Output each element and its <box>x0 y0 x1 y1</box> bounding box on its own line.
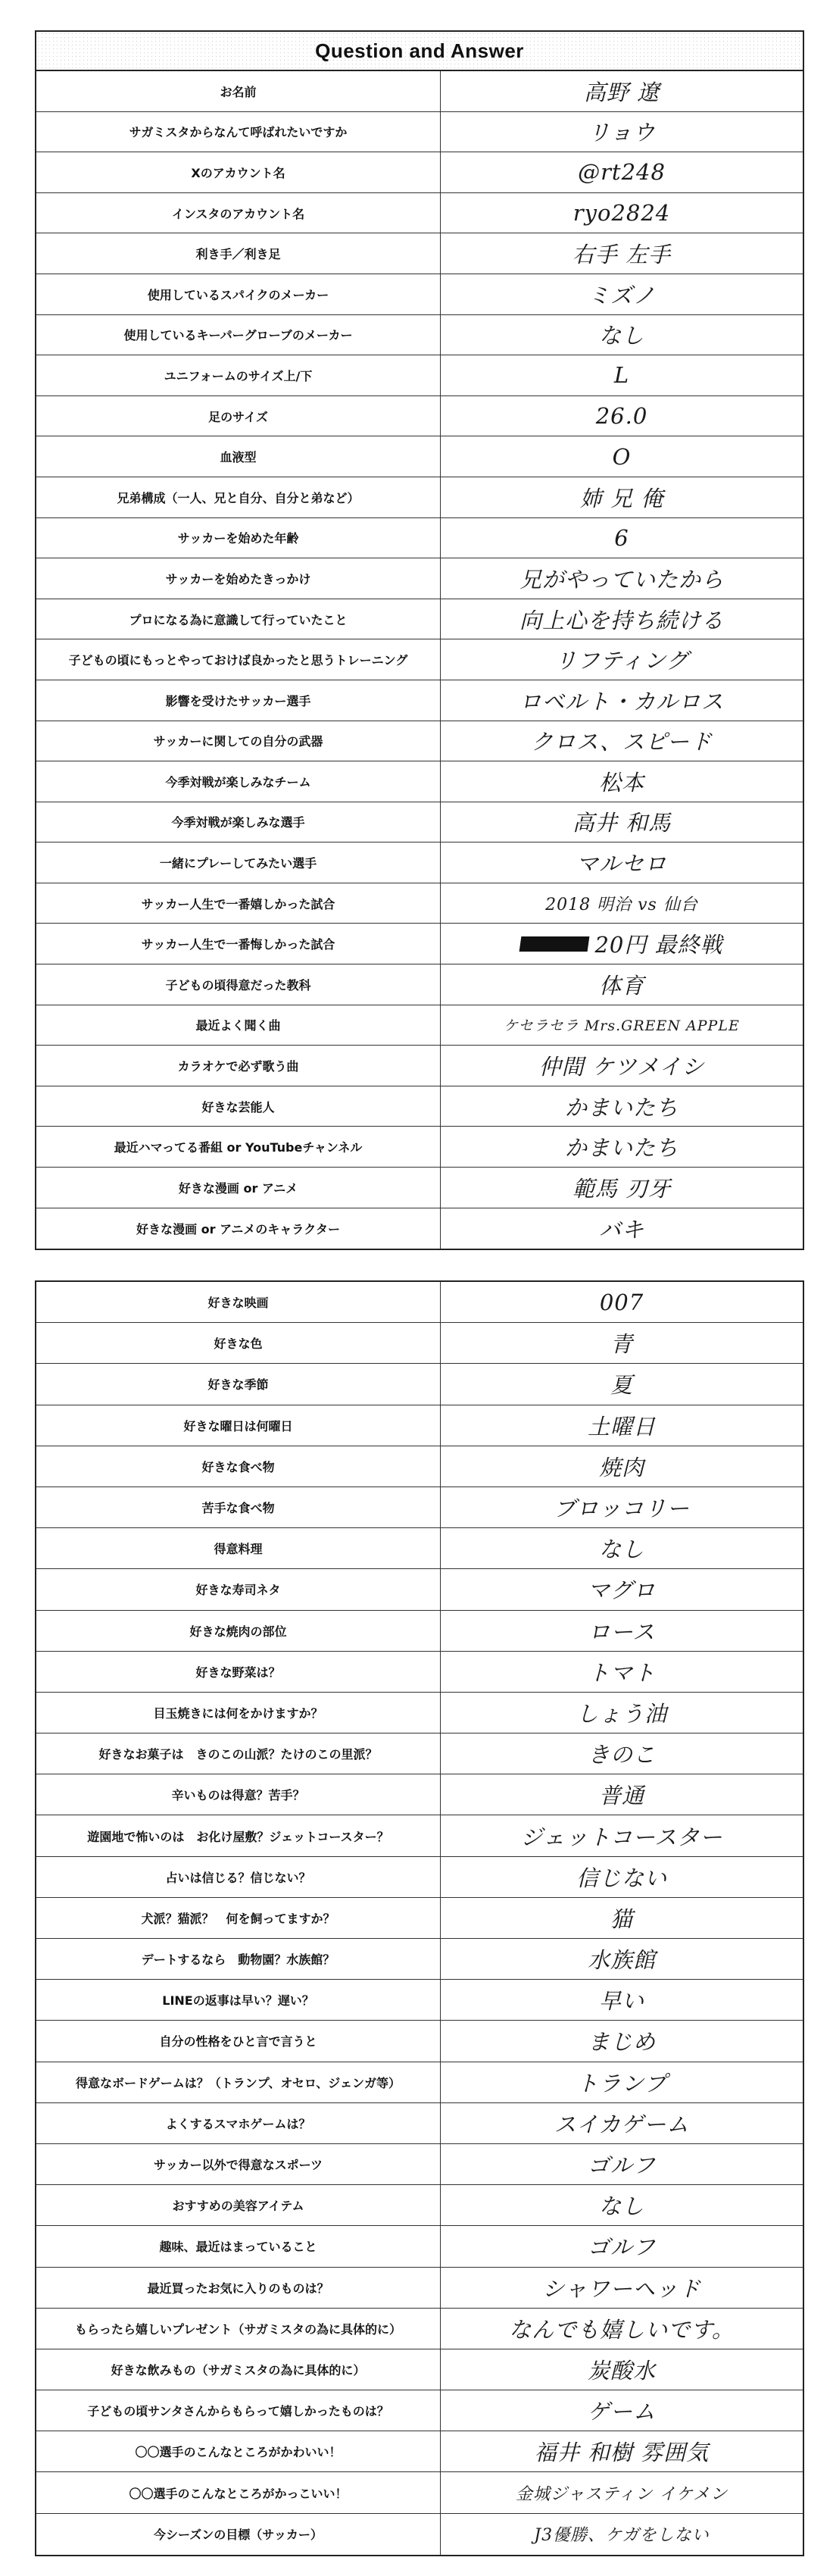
qa-row <box>36 639 803 680</box>
question-cell: 一緒にプレーしてみたい選手 <box>36 843 441 883</box>
qa-row <box>36 436 803 477</box>
qa-row <box>36 152 803 193</box>
question-cell: 好きな食べ物 <box>36 1446 441 1487</box>
answer-cell: しょう油 <box>576 1700 667 1727</box>
answer-cell: ゴルフ <box>587 2234 656 2261</box>
qa-row <box>36 883 803 924</box>
qa-row <box>36 1405 803 1446</box>
question-cell: 影響を受けたサッカー選手 <box>36 680 441 721</box>
question-cell: 子どもの頃サンタさんからもらって嬉しかったものは？ <box>36 2390 441 2431</box>
qa-row <box>36 1282 803 1323</box>
qa-row <box>36 2514 803 2555</box>
answer-cell: なし <box>598 1537 644 1563</box>
answer-cell: 範馬 刃牙 <box>572 1175 672 1202</box>
question-cell: サッカー以外で得意なスポーツ <box>36 2144 441 2184</box>
question-cell: 今シーズンの目標（サッカー） <box>36 2514 441 2555</box>
answer-cell: スイカゲーム <box>554 2111 690 2137</box>
qa-row <box>36 1364 803 1405</box>
answer-cell: トマト <box>587 1659 656 1686</box>
question-cell: 趣味、最近はまっていること <box>36 2226 441 2266</box>
question-cell: ユニフォームのサイズ上/下 <box>36 355 441 395</box>
question-cell: 好きな飲みもの（サガミスタの為に具体的に） <box>36 2349 441 2390</box>
question-cell: お名前 <box>36 71 441 111</box>
question-cell: 〇〇選手のこんなところがかわいい！ <box>36 2431 441 2471</box>
question-cell: サッカー人生で一番嬉しかった試合 <box>36 883 441 924</box>
answer-cell: バキ <box>598 1216 644 1243</box>
qa-row <box>36 558 803 599</box>
answer-cell: なし <box>598 323 644 349</box>
question-cell: サッカーに関しての自分の武器 <box>36 721 441 761</box>
answer-cell: 猫 <box>610 1905 633 1932</box>
question-cell: 好きな漫画 or アニメ <box>36 1168 441 1208</box>
question-cell: 利き手／利き足 <box>36 233 441 274</box>
qa-row <box>36 2390 803 2431</box>
answer-cell: 松本 <box>598 769 644 796</box>
answer-cell: 普通 <box>598 1783 644 1809</box>
qa-row <box>36 1487 803 1528</box>
question-cell: 子どもの頃得意だった教科 <box>36 964 441 1005</box>
qa-sheet-2 <box>35 1280 804 2556</box>
question-cell: 〇〇選手のこんなところがかっこいい！ <box>36 2472 441 2512</box>
qa-row <box>36 2472 803 2513</box>
answer-cell: 水族館 <box>587 1947 656 1974</box>
qa-row <box>36 355 803 396</box>
qa-row <box>36 2349 803 2390</box>
redaction-mark <box>519 936 590 952</box>
question-cell: Xのアカウント名 <box>36 152 441 192</box>
qa-row <box>36 680 803 721</box>
question-cell: サッカーを始めたきっかけ <box>36 558 441 599</box>
question-cell: 辛いものは得意？苦手？ <box>36 1774 441 1815</box>
qa-row <box>36 315 803 356</box>
question-cell: サガミスタからなんて呼ばれたいですか <box>36 112 441 152</box>
qa-row <box>36 1005 803 1046</box>
answer-cell: 兄がやっていたから <box>519 566 724 592</box>
answer-cell: なんでも嬉しいです。 <box>509 2316 735 2343</box>
qa-row <box>36 599 803 640</box>
question-cell: 兄弟構成（一人、兄と自分、自分と弟など） <box>36 477 441 517</box>
answer-cell: ケセラセラ Mrs.GREEN APPLE <box>504 1018 740 1035</box>
question-cell: 好きな季節 <box>36 1364 441 1404</box>
qa-row <box>36 1733 803 1774</box>
qa-row <box>36 1652 803 1693</box>
answer-cell: 夏 <box>610 1372 633 1399</box>
qa-row <box>36 1086 803 1127</box>
qa-row <box>36 2144 803 2185</box>
qa-row <box>36 1168 803 1208</box>
qa-row <box>36 2021 803 2062</box>
answer-cell: 26.0 <box>595 403 648 430</box>
qa-row <box>36 112 803 153</box>
answer-cell: J3優勝、ケガをしない <box>534 2526 710 2546</box>
question-cell: 血液型 <box>36 436 441 477</box>
question-cell: 自分の性格をひと言で言うと <box>36 2021 441 2061</box>
question-cell: 占いは信じる？信じない？ <box>36 1857 441 1897</box>
qa-row <box>36 1569 803 1610</box>
answer-cell: 福井 和樹 雰囲気 <box>534 2440 710 2466</box>
question-cell: 好きな寿司ネタ <box>36 1569 441 1609</box>
answer-cell: ブロッコリー <box>554 1496 690 1522</box>
qa-row <box>36 2268 803 2309</box>
answer-cell: O <box>612 443 632 470</box>
question-cell: 好きなお菓子は きのこの山派？たけのこの里派？ <box>36 1733 441 1774</box>
question-cell: 好きな芸能人 <box>36 1086 441 1127</box>
question-cell: 使用しているスパイクのメーカー <box>36 274 441 314</box>
answer-cell: かまいたち <box>564 1135 679 1161</box>
qa-sheet-1 <box>35 30 804 1250</box>
qa-row <box>36 233 803 274</box>
answer-cell: 右手 左手 <box>572 242 672 268</box>
answer-cell: 向上心を持ち続ける <box>519 607 724 633</box>
qa-row <box>36 2062 803 2103</box>
qa-row <box>36 1980 803 2021</box>
answer-cell: 仲間 ケツメイシ <box>538 1054 705 1080</box>
question-cell: サッカーを始めた年齢 <box>36 518 441 558</box>
answer-cell: 炭酸水 <box>587 2357 656 2384</box>
qa-row <box>36 1046 803 1086</box>
question-cell: 好きな漫画 or アニメのキャラクター <box>36 1208 441 1249</box>
question-cell: 犬派？猫派？ 何を飼ってますか？ <box>36 1898 441 1938</box>
question-cell: カラオケで必ず歌う曲 <box>36 1046 441 1086</box>
answer-cell: L <box>613 362 630 389</box>
qa-row <box>36 1127 803 1168</box>
answer-cell: 姉 兄 俺 <box>579 485 664 511</box>
answer-cell: リフティング <box>554 648 689 674</box>
qa-row <box>36 924 803 964</box>
question-cell: 苦手な食べ物 <box>36 1487 441 1527</box>
question-cell: 足のサイズ <box>36 396 441 436</box>
answer-cell: ロベルト・カルロス <box>519 688 724 714</box>
answer-cell: 2018 明治 vs 仙台 <box>545 895 698 914</box>
question-cell: 好きな色 <box>36 1323 441 1363</box>
answer-cell: なし <box>598 2193 644 2220</box>
question-cell: 最近ハマってる番組 or YouTubeチャンネル <box>36 1127 441 1167</box>
question-cell: もらったら嬉しいプレゼント（サガミスタの為に具体的に） <box>36 2309 441 2349</box>
answer-cell: 信じない <box>576 1865 667 1891</box>
qa-row <box>36 1611 803 1652</box>
qa-row <box>36 274 803 315</box>
qa-row <box>36 2226 803 2267</box>
qa-row <box>36 518 803 559</box>
answer-cell: トランプ <box>576 2070 667 2096</box>
answer-cell: ミズノ <box>587 282 656 308</box>
qa-row <box>36 1693 803 1733</box>
answer-cell: ジェットコースター <box>520 1824 723 1850</box>
qa-row <box>36 1774 803 1815</box>
answer-cell: クロス、スピード <box>531 729 713 755</box>
answer-cell: 6 <box>614 524 629 551</box>
question-cell: 今季対戦が楽しみな選手 <box>36 802 441 843</box>
answer-cell: 早い <box>598 1988 644 2015</box>
qa-row <box>36 761 803 802</box>
question-cell: 好きな野菜は？ <box>36 1652 441 1692</box>
answer-cell: ryo2824 <box>572 200 671 227</box>
answer-cell: マルセロ <box>576 851 667 877</box>
answer-cell: 高野 遼 <box>583 79 660 105</box>
qa-row <box>36 843 803 883</box>
qa-row <box>36 2185 803 2226</box>
answer-cell: リョウ <box>588 120 656 146</box>
question-cell: インスタのアカウント名 <box>36 193 441 233</box>
qa-row <box>36 1898 803 1939</box>
answer-cell: まじめ <box>587 2029 656 2055</box>
qa-row <box>36 477 803 518</box>
answer-cell: マグロ <box>587 1577 656 1604</box>
qa-row <box>36 964 803 1005</box>
answer-cell: 007 <box>599 1289 644 1315</box>
qa-row <box>36 721 803 762</box>
qa-row <box>36 1939 803 1980</box>
answer-cell: ゲーム <box>587 2399 656 2425</box>
answer-cell: @rt248 <box>578 159 666 186</box>
question-cell: 目玉焼きには何をかけますか？ <box>36 1693 441 1733</box>
question-cell: 最近買ったお気に入りのものは？ <box>36 2268 441 2308</box>
qa-table-1 <box>36 71 803 1249</box>
answer-cell: 20円 最終戦 <box>441 924 803 964</box>
question-cell: 子どもの頃にもっとやっておけば良かったと思うトレーニング <box>36 639 441 680</box>
answer-cell: 高井 和馬 <box>572 810 672 836</box>
answer-cell: 金城ジャスティン イケメン <box>515 2484 728 2504</box>
answer-cell: 体育 <box>598 972 644 999</box>
question-cell: 遊園地で怖いのは お化け屋敷？ジェットコースター？ <box>36 1815 441 1855</box>
qa-table-2 <box>36 1282 803 2555</box>
question-cell: デートするなら 動物園？水族館？ <box>36 1939 441 1979</box>
question-cell: 今季対戦が楽しみなチーム <box>36 761 441 802</box>
answer-cell: 焼肉 <box>598 1454 644 1480</box>
qa-row <box>36 2309 803 2349</box>
answer-cell: ロース <box>588 1618 656 1645</box>
question-cell: よくするスマホゲームは？ <box>36 2103 441 2143</box>
question-cell: プロになる為に意識して行っていたこと <box>36 599 441 639</box>
qa-row <box>36 1528 803 1569</box>
question-cell: 得意料理 <box>36 1528 441 1568</box>
question-cell: LINEの返事は早い？遅い？ <box>36 1980 441 2020</box>
qa-row <box>36 71 803 112</box>
qa-row <box>36 1323 803 1364</box>
qa-row <box>36 1446 803 1487</box>
qa-row <box>36 2431 803 2472</box>
question-cell: サッカー人生で一番悔しかった試合 <box>36 924 441 964</box>
qa-row <box>36 1857 803 1898</box>
qa-row <box>36 802 803 843</box>
qa-row <box>36 193 803 234</box>
answer-cell: シャワーヘッド <box>542 2275 701 2302</box>
qa-row <box>36 1815 803 1856</box>
question-cell: 得意なボードゲームは？（トランプ、オセロ、ジェンガ等） <box>36 2062 441 2102</box>
answer-cell: きのこ <box>587 1742 656 1768</box>
qa-row <box>36 1208 803 1249</box>
answer-cell: 土曜日 <box>587 1413 656 1440</box>
answer-cell: かまいたち <box>564 1094 679 1121</box>
question-cell: おすすめの美容アイテム <box>36 2185 441 2225</box>
question-cell: 好きな焼肉の部位 <box>36 1611 441 1651</box>
question-cell: 最近よく聞く曲 <box>36 1005 441 1046</box>
qa-row <box>36 2103 803 2144</box>
answer-cell: 青 <box>610 1331 633 1358</box>
sheet-title: Question and Answer <box>36 32 803 71</box>
question-cell: 使用しているキーパーグローブのメーカー <box>36 315 441 355</box>
qa-row <box>36 396 803 437</box>
answer-cell: ゴルフ <box>587 2152 656 2179</box>
question-cell: 好きな曜日は何曜日 <box>36 1405 441 1446</box>
question-cell: 好きな映画 <box>36 1282 441 1322</box>
